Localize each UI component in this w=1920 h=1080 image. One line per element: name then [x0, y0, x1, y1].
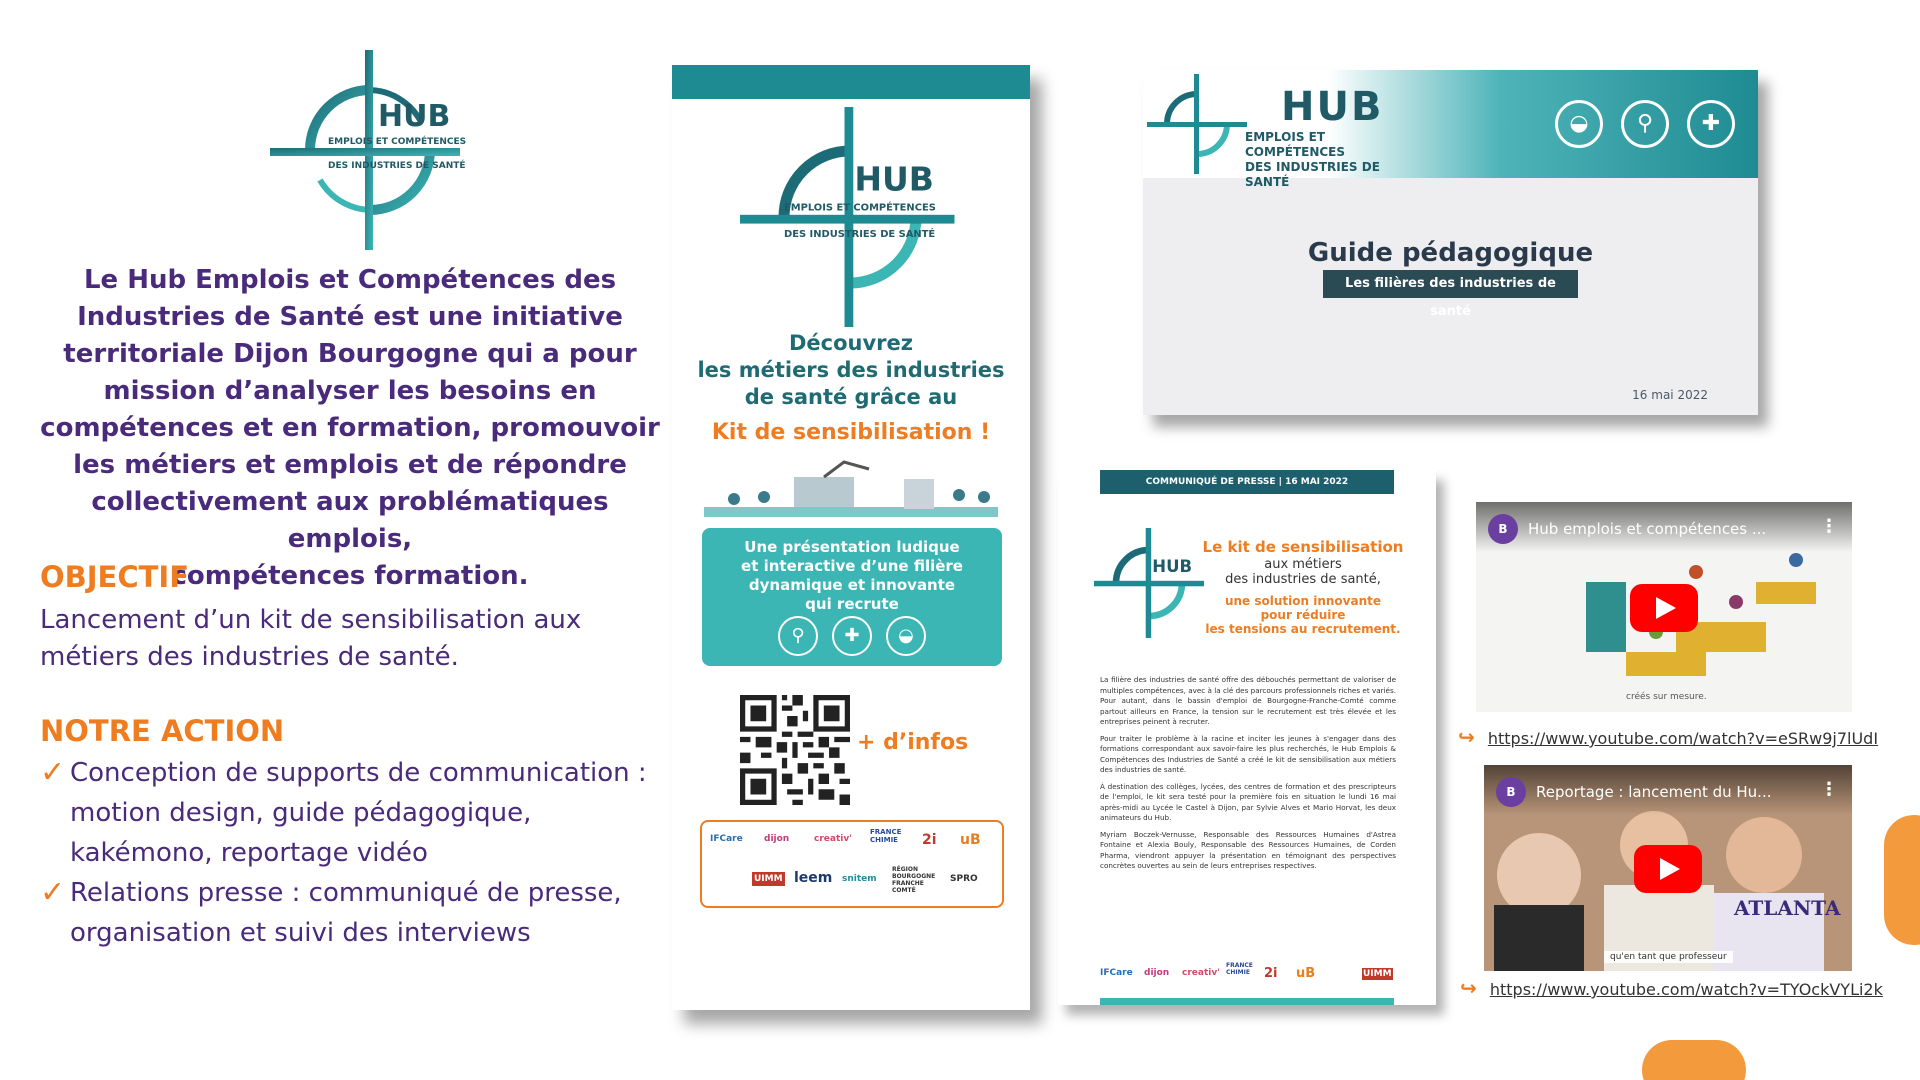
- medical-kit-icon: ✚: [832, 616, 872, 656]
- press-paragraph: Pour traiter le problème à la racine et inciter les jeunes à s'engager dans des formations correspondant aux savoir-faire les plus recherchés, le Hub Emplois & Compétences des Industries de Santé a créé le kit de sensibilisation aux métiers des industries de santé.: [1100, 733, 1396, 774]
- press-title-line: aux métiers: [1264, 557, 1342, 572]
- video-link[interactable]: https://www.youtube.com/watch?v=eSRw9j7lUdI: [1487, 729, 1879, 748]
- medical-kit-icon: ✚: [1687, 100, 1735, 148]
- action-item: [40, 873, 680, 953]
- press-paragraph: La filière des industries de santé offre des débouchés permettant de valoriser de multiples compétences, avec à la clé des parcours professionnels riches et variés. Pour autant, dans le bassin d'emploi de Bourgogne-Franche-Comté comme partout ailleurs en France, la tension sur le recrutement est très élevée et les entreprises peinent à recruter.: [1100, 675, 1396, 726]
- svg-text:DES INDUSTRIES DE SANTÉ: DES INDUSTRIES DE SANTÉ: [328, 161, 466, 171]
- kakemono-info-box: [702, 528, 1002, 666]
- action-item: [40, 753, 680, 873]
- partner-logo: UIMM: [754, 874, 783, 884]
- kakemono-top-bar: [672, 65, 1030, 99]
- intro-line: collectivement aux problématiques emplois,: [91, 487, 609, 554]
- video-caption: qu'en tant que professeur: [1604, 951, 1733, 963]
- press-bottom-bar: [1100, 998, 1394, 1005]
- objectif-line: métiers des industries de santé.: [40, 642, 459, 672]
- partner-logo: FRANCE CHIMIE: [870, 828, 902, 844]
- partner-logos: [700, 820, 1004, 908]
- press-release-preview: [1058, 470, 1436, 1005]
- video-title[interactable]: Reportage : lancement du Hu...: [1536, 783, 1772, 801]
- pills-icon: ◒: [1555, 100, 1603, 148]
- pills-icon: ◒: [886, 616, 926, 656]
- video-link-row: [1458, 725, 1878, 749]
- partner-logo: uB: [960, 832, 981, 848]
- hub-logo: [270, 50, 470, 250]
- video-link-row: [1460, 976, 1883, 1000]
- press-title: Le kit de sensibilisation: [1202, 538, 1404, 556]
- kakemono-box-text: [712, 538, 992, 614]
- video-thumbnail-2[interactable]: [1484, 765, 1852, 971]
- intro-line: mission d’analyser les besoins en: [103, 376, 597, 406]
- more-info-label: + d’infos: [857, 730, 969, 755]
- partner-logo: dijon: [764, 834, 790, 844]
- partner-logo: SPRO: [950, 874, 978, 884]
- microscope-icon: ⚲: [1621, 100, 1669, 148]
- kakemono-box-line: dynamique et innovante: [748, 576, 956, 594]
- more-options-icon[interactable]: ⋮: [1820, 779, 1838, 800]
- partner-logo: RÉGION BOURGOGNE FRANCHE COMTÉ: [892, 866, 936, 894]
- kakemono-kit-title: Kit de sensibilisation !: [711, 420, 991, 445]
- video-link[interactable]: https://www.youtube.com/watch?v=TYOckVYLi2k: [1489, 980, 1883, 999]
- press-release-bar: COMMUNIQUÉ DE PRESSE | 16 MAI 2022: [1100, 470, 1394, 494]
- guide-title: Guide pédagogique: [1307, 238, 1594, 268]
- laboratory-illustration: [694, 457, 1008, 537]
- kakemono-preview: [672, 65, 1030, 1010]
- kakemono-box-line: et interactive d’une filière: [741, 557, 963, 575]
- play-button[interactable]: [1634, 845, 1702, 893]
- press-title-line: des industries de santé,: [1225, 572, 1381, 587]
- intro-line: Industries de Santé est une initiative: [77, 302, 623, 332]
- press-title-2: [1188, 557, 1418, 587]
- intro-text: [40, 262, 660, 595]
- partner-logo: UIMM: [1363, 969, 1392, 979]
- guide-hub-title: HUB: [1281, 84, 1384, 130]
- qr-code-icon: [740, 695, 850, 805]
- svg-text:HUB: HUB: [378, 99, 451, 134]
- guide-hub-subtitle-line: EMPLOIS ET COMPÉTENCES: [1245, 130, 1346, 159]
- press-body: [1100, 675, 1396, 878]
- guide-preview: [1143, 70, 1758, 415]
- channel-avatar[interactable]: B: [1488, 514, 1518, 544]
- guide-date: 16 mai 2022: [1632, 388, 1708, 402]
- play-button[interactable]: [1630, 584, 1698, 632]
- arrow-right-icon: ↪: [1458, 725, 1475, 749]
- kakemono-heading-line: les métiers des industries: [697, 358, 1005, 382]
- partner-logo: 2i: [1264, 966, 1278, 981]
- decorative-shape: [1642, 1040, 1746, 1080]
- more-options-icon[interactable]: ⋮: [1820, 516, 1838, 537]
- partner-logo: IFCare: [1100, 968, 1133, 978]
- kakemono-heading-line: Découvrez: [788, 331, 913, 355]
- arrow-right-icon: ↪: [1460, 976, 1477, 1000]
- action-line: organisation et suivi des interviews: [70, 918, 531, 948]
- partner-logo: creativ': [1182, 968, 1220, 978]
- intro-line: compétences formation.: [171, 561, 529, 591]
- guide-hub-subtitle: [1245, 130, 1405, 190]
- intro-line: les métiers et emplois et de répondre: [73, 450, 627, 480]
- partner-logo: 2i: [922, 832, 937, 848]
- partner-logo: creativ': [814, 834, 852, 844]
- guide-subtitle: Les filières des industries de santé: [1323, 270, 1578, 298]
- hub-logo: [740, 107, 960, 327]
- partner-logo: snitem: [842, 874, 877, 884]
- partner-logo: leem: [794, 870, 833, 886]
- partner-logo: IFCare: [710, 834, 743, 844]
- partner-logo: FRANCE CHIMIE: [1226, 962, 1253, 976]
- guide-header: [1143, 70, 1758, 189]
- press-paragraph: À destination des collèges, lycées, des centres de formation et des prescripteurs de l'emploi, le kit sera testé pour la première fois en situation le lundi 16 mai après-midi au Lycée le Castel à Dijon, par Sylvie Alves et Mario Horvat, les deux animateurs du Hub.: [1100, 781, 1396, 822]
- svg-text:ATLANTA: ATLANTA: [1734, 896, 1841, 920]
- svg-text:EMPLOIS ET COMPÉTENCES: EMPLOIS ET COMPÉTENCES: [784, 202, 936, 214]
- video-title-bar: [1484, 765, 1852, 815]
- press-partner-logos: [1100, 960, 1394, 988]
- press-title-line: pour réduire: [1260, 608, 1346, 622]
- kakemono-heading: [682, 330, 1020, 411]
- svg-text:HUB: HUB: [854, 159, 934, 199]
- intro-line: territoriale Dijon Bourgogne qui a pour: [63, 339, 637, 369]
- action-line: Conception de supports de communication :: [70, 758, 647, 788]
- svg-text:HUB: HUB: [1152, 557, 1193, 576]
- objectif-text: [40, 602, 660, 676]
- press-title-line: les tensions au recrutement.: [1205, 622, 1401, 636]
- action-line: motion design, guide pédagogique,: [70, 798, 532, 828]
- microscope-icon: ⚲: [778, 616, 818, 656]
- checkmark-icon: ✓: [40, 755, 66, 790]
- partner-logo: uB: [1296, 966, 1316, 981]
- objectif-line: Lancement d’un kit de sensibilisation aux: [40, 605, 582, 635]
- action-heading: NOTRE ACTION: [40, 714, 285, 748]
- channel-avatar[interactable]: B: [1496, 777, 1526, 807]
- press-title-3: [1188, 594, 1418, 636]
- svg-text:DES INDUSTRIES DE SANTÉ: DES INDUSTRIES DE SANTÉ: [784, 228, 936, 240]
- kakemono-box-line: qui recrute: [805, 595, 899, 613]
- action-line: Relations presse : communiqué de presse,: [70, 878, 622, 908]
- video-thumbnail-1[interactable]: [1476, 502, 1852, 712]
- intro-line: compétences et en formation, promouvoir: [40, 413, 660, 443]
- video-caption: créés sur mesure.: [1626, 692, 1707, 702]
- partner-logo: dijon: [1144, 968, 1170, 978]
- guide-hub-subtitle-line: DES INDUSTRIES DE SANTÉ: [1245, 160, 1380, 189]
- kakemono-heading-line: de santé grâce au: [744, 385, 958, 409]
- kakemono-box-line: Une présentation ludique: [744, 538, 960, 556]
- objectif-heading: OBJECTIF: [40, 560, 190, 594]
- decorative-shape: [1884, 815, 1920, 945]
- action-line: kakémono, reportage vidéo: [70, 838, 428, 868]
- video-title[interactable]: Hub emplois et compétences ...: [1528, 520, 1767, 538]
- hub-logo: [1147, 74, 1247, 174]
- video-title-bar: [1476, 502, 1852, 552]
- press-title-line: une solution innovante: [1224, 594, 1382, 608]
- intro-line: Le Hub Emplois et Compétences des: [83, 265, 617, 295]
- svg-text:EMPLOIS ET COMPÉTENCES: EMPLOIS ET COMPÉTENCES: [328, 137, 467, 147]
- press-paragraph: Myriam Boczek-Vernusse, Responsable des Ressources Humaines d'Astrea Fontaine et Alexia Bouly, Responsable des Ressources Humaines, de Corden Pharma, viendront appuyer la présentation en témoignant des perspectives concrètes ouvertes au sein de leurs entreprises respectives.: [1100, 829, 1396, 870]
- checkmark-icon: ✓: [40, 875, 66, 910]
